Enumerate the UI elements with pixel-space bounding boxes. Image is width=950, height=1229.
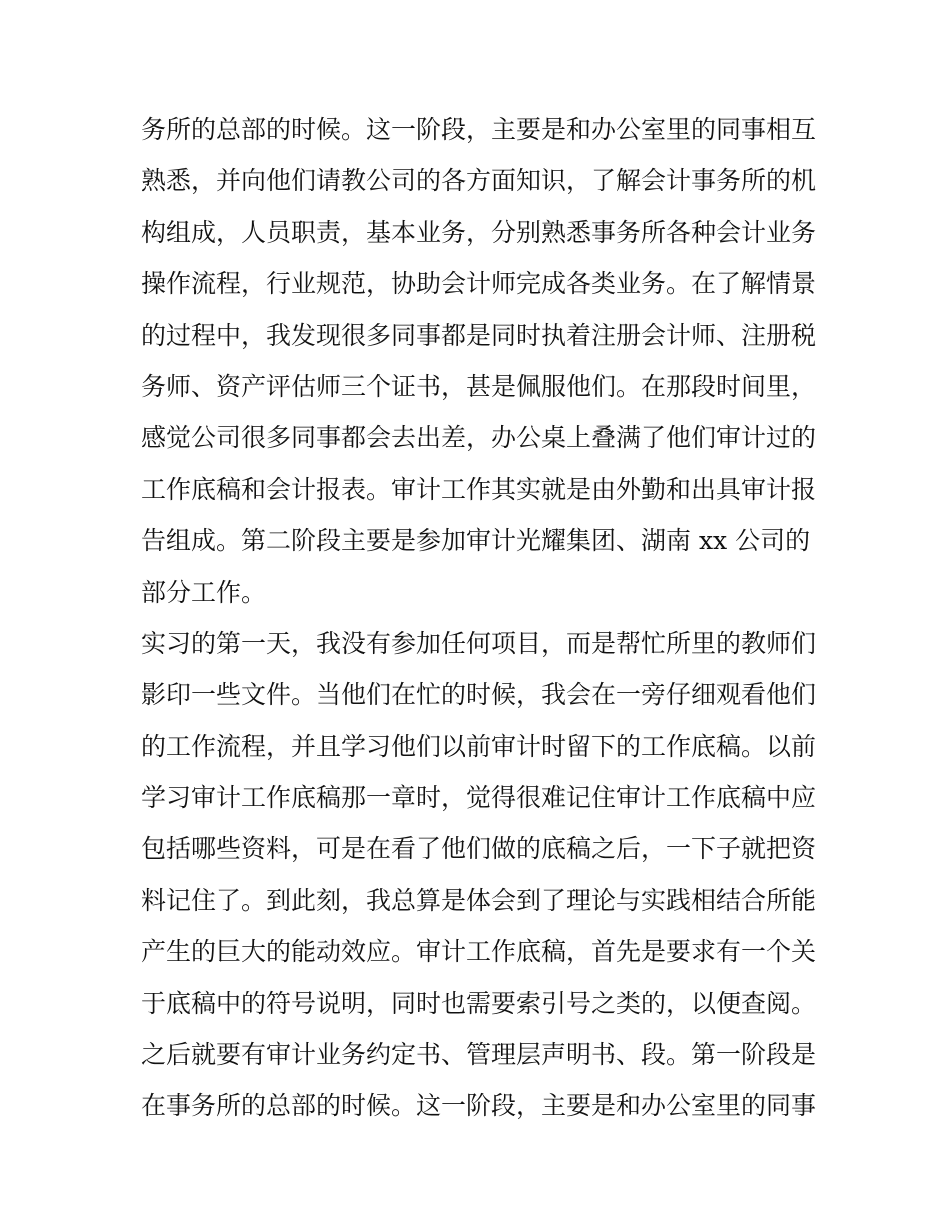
text-line: 产生的巨大的能动效应。审计工作底稿，首先是要求有一个关 [141, 937, 817, 967]
text-line: 操作流程，行业规范，协助会计师完成各类业务。在了解情景 [141, 269, 817, 299]
text-line: 实习的第一天，我没有参加任何项目，而是帮忙所里的教师们 [141, 628, 817, 658]
text-line: 告组成。第二阶段主要是参加审计光耀集团、湖南 xx 公司的 [141, 526, 811, 556]
text-line: 于底稿中的符号说明，同时也需要索引号之类的，以便查阅。 [141, 988, 817, 1018]
text-line: 包括哪些资料，可是在看了他们做的底稿之后，一下子就把资 [141, 834, 817, 864]
text-line: 感觉公司很多同事都会去出差，办公桌上叠满了他们审计过的 [141, 423, 817, 453]
text-line: 料记住了。到此刻，我总算是体会到了理论与实践相结合所能 [141, 885, 817, 915]
text-line: 部分工作。 [141, 577, 267, 607]
text-line: 在事务所的总部的时候。这一阶段，主要是和办公室里的同事 [141, 1091, 817, 1121]
text-line: 工作底稿和会计报表。审计工作其实就是由外勤和出具审计报 [141, 474, 817, 504]
text-line: 熟悉，并向他们请教公司的各方面知识，了解会计事务所的机 [141, 166, 817, 196]
text-line: 影印一些文件。当他们在忙的时候，我会在一旁仔细观看他们 [141, 680, 817, 710]
text-line: 的过程中，我发现很多同事都是同时执着注册会计师、注册税 [141, 320, 817, 350]
text-line: 之后就要有审计业务约定书、管理层声明书、段。第一阶段是 [141, 1040, 817, 1070]
text-line: 学习审计工作底稿那一章时，觉得很难记住审计工作底稿中应 [141, 783, 817, 813]
text-line: 构组成，人员职责，基本业务，分别熟悉事务所各种会计业务 [141, 217, 817, 247]
text-line: 务所的总部的时候。这一阶段，主要是和办公室里的同事相互 [141, 115, 817, 144]
body-text [141, 104, 821, 1132]
text-line: 的工作流程，并且学习他们以前审计时留下的工作底稿。以前 [141, 731, 817, 761]
text-line: 务师、资产评估师三个证书，甚是佩服他们。在那段时间里， [141, 371, 817, 401]
